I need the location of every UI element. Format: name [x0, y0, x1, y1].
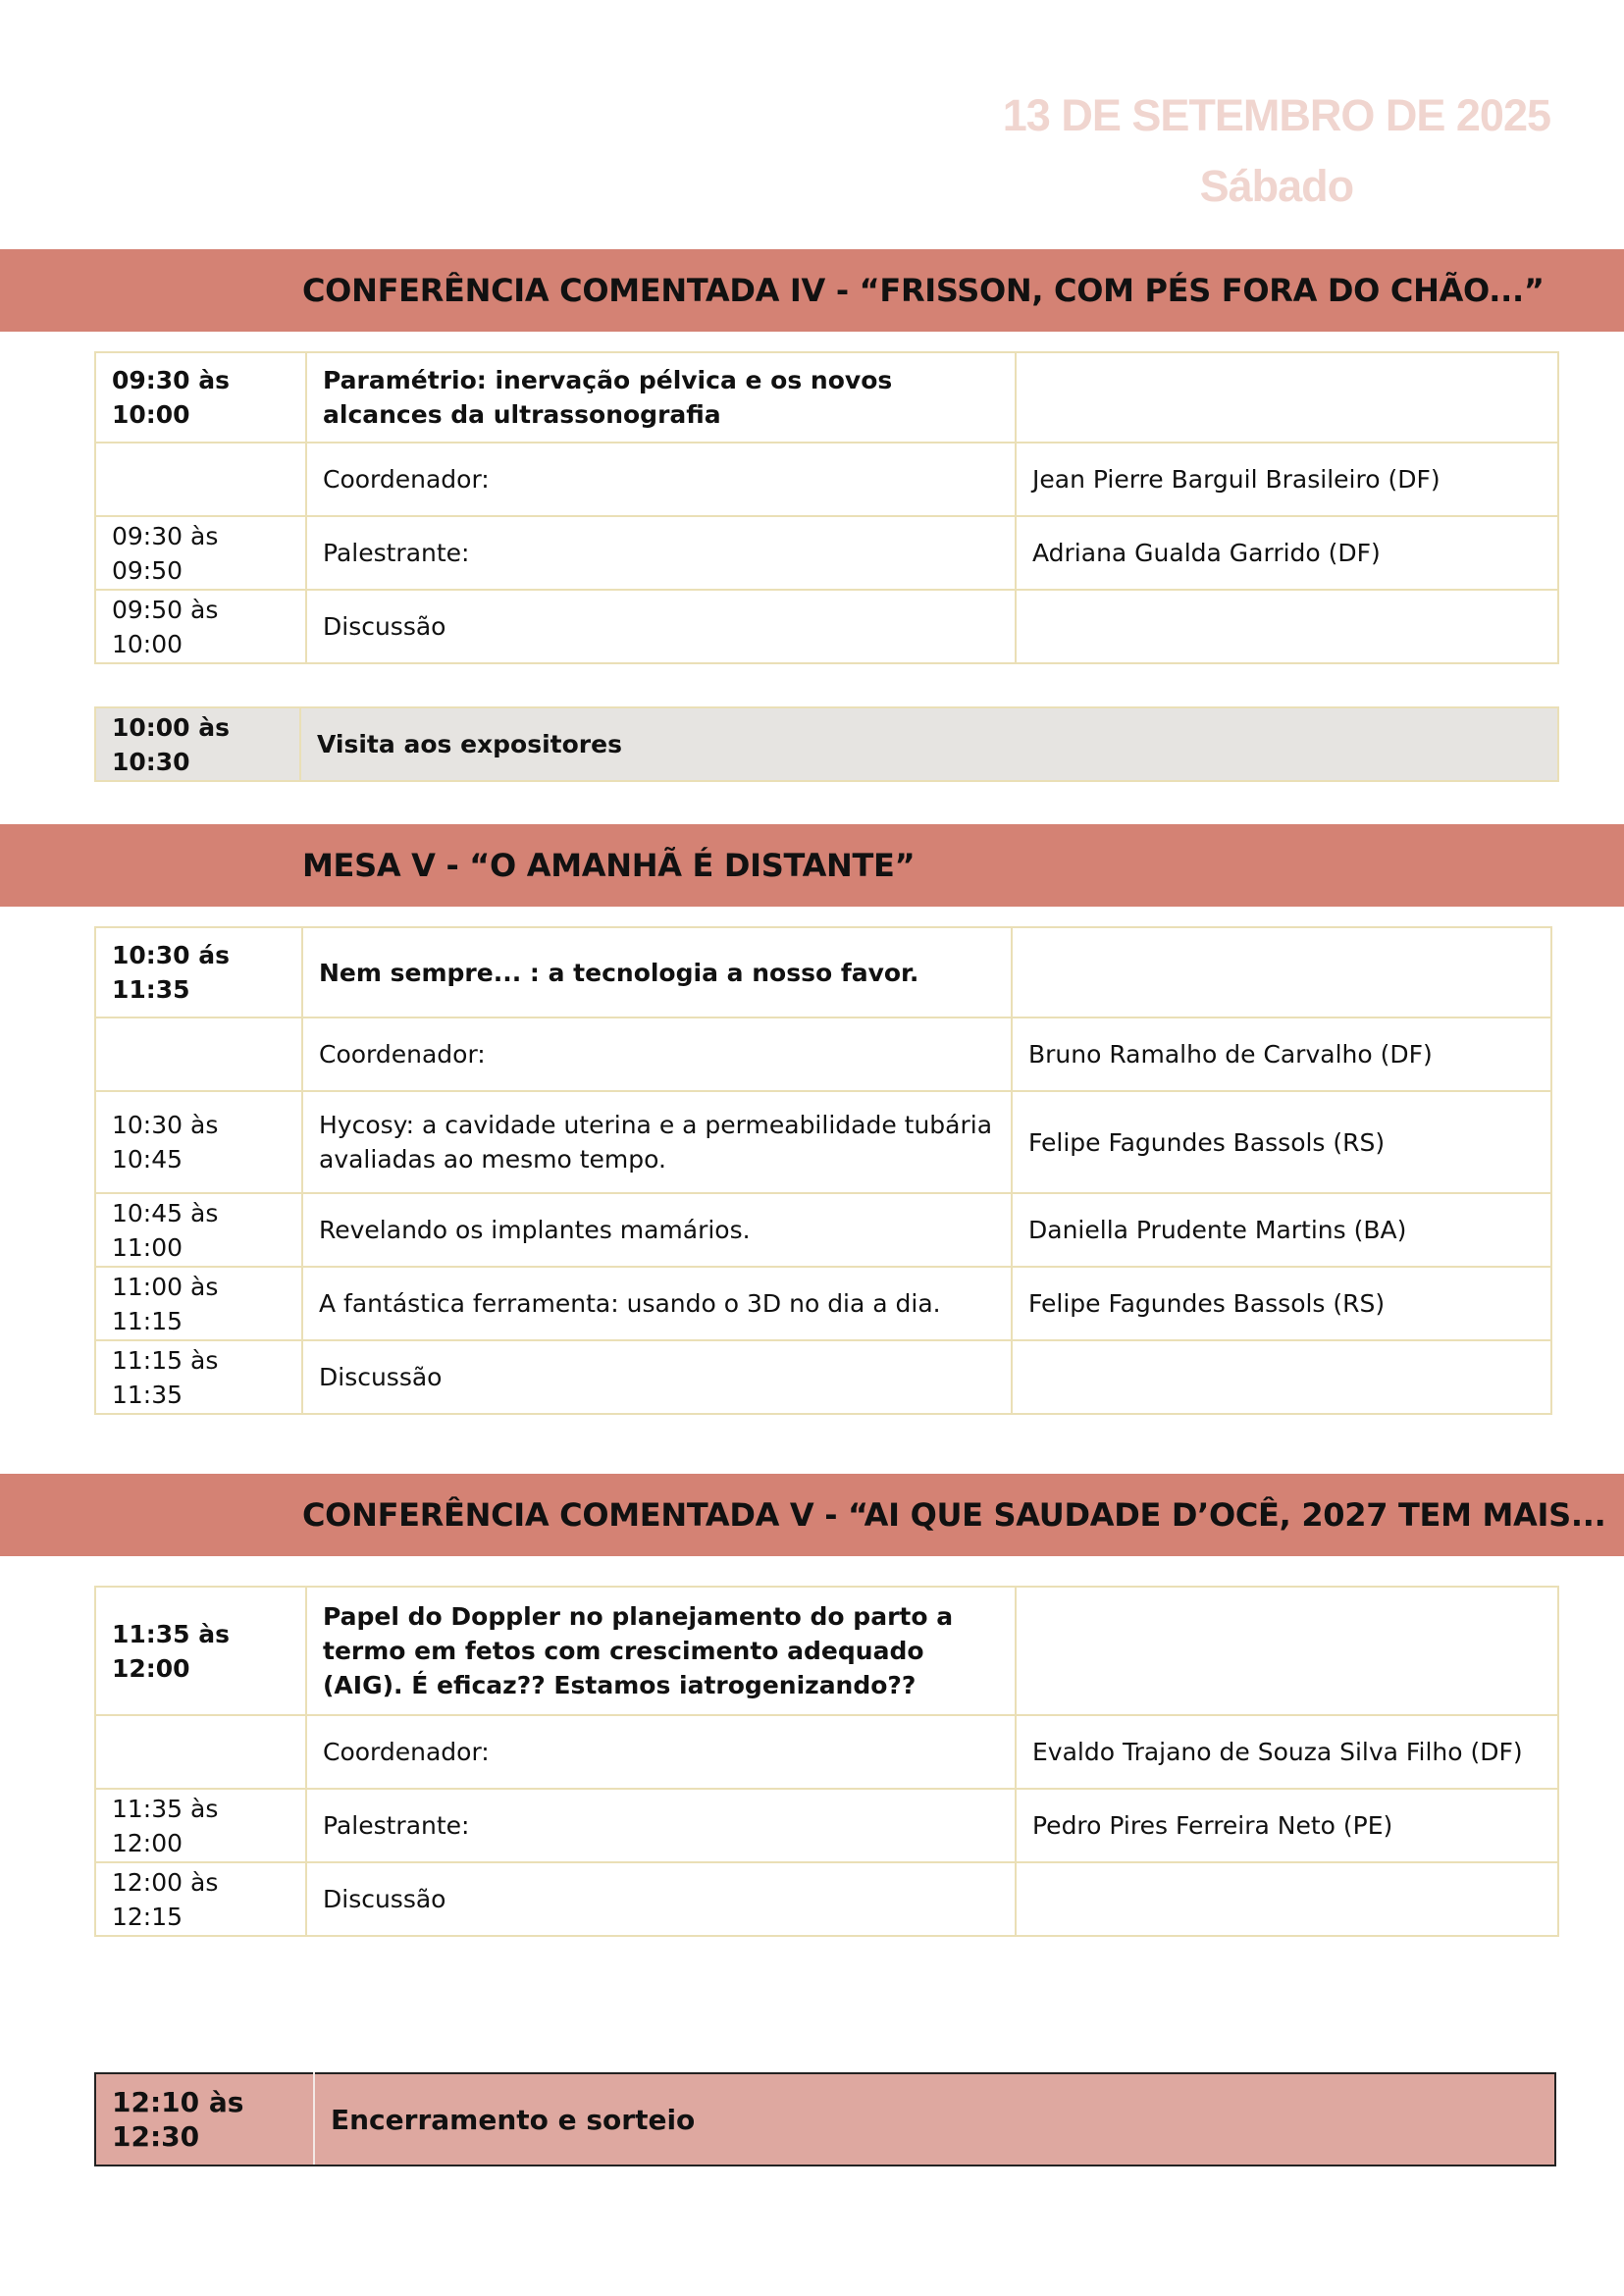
table-row: [95, 352, 1558, 443]
topic-cell: Discussão: [306, 590, 1016, 663]
time-cell: 11:35 às 12:00: [95, 1587, 306, 1715]
table-row: [95, 1018, 1551, 1091]
closing-label: Encerramento e sorteio: [314, 2073, 1555, 2166]
topic-cell: Nem sempre... : a tecnologia a nosso favor.: [302, 927, 1012, 1018]
person-cell: [1016, 1587, 1558, 1715]
topic-cell: Paramétrio: inervação pélvica e os novos alcances da ultrassonografia: [306, 352, 1016, 443]
table-row: [95, 1091, 1551, 1193]
topic-cell: Revelando os implantes mamários.: [302, 1193, 1012, 1267]
time-cell: 12:10 às 12:30: [95, 2073, 314, 2166]
table-row: [95, 1340, 1551, 1414]
topic-cell: Hycosy: a cavidade uterina e a permeabilidade tubária avaliadas ao mesmo tempo.: [302, 1091, 1012, 1193]
topic-cell: Coordenador:: [302, 1018, 1012, 1091]
closing-table: [94, 2072, 1556, 2166]
time-cell: [95, 1018, 302, 1091]
time-cell: 10:00 às 10:30: [95, 707, 300, 781]
table-row: [95, 1267, 1551, 1340]
table-row: [95, 590, 1558, 663]
person-cell: [1016, 590, 1558, 663]
break-label: Visita aos expositores: [300, 707, 1558, 781]
break-table: [94, 706, 1559, 782]
time-cell: 10:45 às 11:00: [95, 1193, 302, 1267]
person-cell: Jean Pierre Barguil Brasileiro (DF): [1016, 443, 1558, 516]
time-cell: [95, 1715, 306, 1789]
person-cell: [1012, 927, 1551, 1018]
topic-cell: Palestrante:: [306, 516, 1016, 590]
person-cell: Daniella Prudente Martins (BA): [1012, 1193, 1551, 1267]
date-text: 13 DE SETEMBRO DE 2025: [1002, 90, 1550, 140]
time-cell: 11:15 às 11:35: [95, 1340, 302, 1414]
table-row: [95, 443, 1558, 516]
section-banner-3: [0, 1474, 1624, 1556]
topic-cell: A fantástica ferramenta: usando o 3D no dia a dia.: [302, 1267, 1012, 1340]
person-cell: Felipe Fagundes Bassols (RS): [1012, 1091, 1551, 1193]
date-header: [1003, 80, 1550, 222]
section-title: CONFERÊNCIA COMENTADA IV - “FRISSON, COM PÉS FORA DO CHÃO...”: [302, 272, 1545, 309]
table-row: [95, 707, 1558, 781]
schedule-table-1: [94, 351, 1559, 664]
person-cell: Felipe Fagundes Bassols (RS): [1012, 1267, 1551, 1340]
topic-cell: Palestrante:: [306, 1789, 1016, 1862]
person-cell: [1012, 1340, 1551, 1414]
topic-cell: Coordenador:: [306, 443, 1016, 516]
time-cell: 10:30 às 10:45: [95, 1091, 302, 1193]
topic-cell: Discussão: [306, 1862, 1016, 1936]
table-row: [95, 1193, 1551, 1267]
table-row: [95, 1862, 1558, 1936]
time-cell: 11:35 às 12:00: [95, 1789, 306, 1862]
section-title: CONFERÊNCIA COMENTADA V - “AI QUE SAUDADE D’OCÊ, 2027 TEM MAIS...: [302, 1496, 1606, 1534]
schedule-table-3: [94, 1586, 1559, 1937]
topic-cell: Coordenador:: [306, 1715, 1016, 1789]
section-banner-1: [0, 249, 1624, 332]
table-row: [95, 516, 1558, 590]
time-cell: 11:00 às 11:15: [95, 1267, 302, 1340]
table-row: [95, 927, 1551, 1018]
person-cell: [1016, 1862, 1558, 1936]
person-cell: Evaldo Trajano de Souza Silva Filho (DF): [1016, 1715, 1558, 1789]
time-cell: 10:30 ás 11:35: [95, 927, 302, 1018]
time-cell: 09:30 às 10:00: [95, 352, 306, 443]
weekday-text: Sábado: [1199, 161, 1354, 211]
time-cell: 12:00 às 12:15: [95, 1862, 306, 1936]
table-row: [95, 2073, 1555, 2166]
schedule-table-2: [94, 926, 1552, 1415]
table-row: [95, 1587, 1558, 1715]
person-cell: Bruno Ramalho de Carvalho (DF): [1012, 1018, 1551, 1091]
time-cell: [95, 443, 306, 516]
table-row: [95, 1789, 1558, 1862]
person-cell: [1016, 352, 1558, 443]
person-cell: Pedro Pires Ferreira Neto (PE): [1016, 1789, 1558, 1862]
person-cell: Adriana Gualda Garrido (DF): [1016, 516, 1558, 590]
table-row: [95, 1715, 1558, 1789]
section-title: MESA V - “O AMANHÃ É DISTANTE”: [302, 847, 916, 884]
section-banner-2: [0, 824, 1624, 907]
time-cell: 09:30 às 09:50: [95, 516, 306, 590]
topic-cell: Papel do Doppler no planejamento do parto a termo em fetos com crescimento adequado (AIG). É eficaz?? Estamos iatrogenizando??: [306, 1587, 1016, 1715]
time-cell: 09:50 às 10:00: [95, 590, 306, 663]
topic-cell: Discussão: [302, 1340, 1012, 1414]
